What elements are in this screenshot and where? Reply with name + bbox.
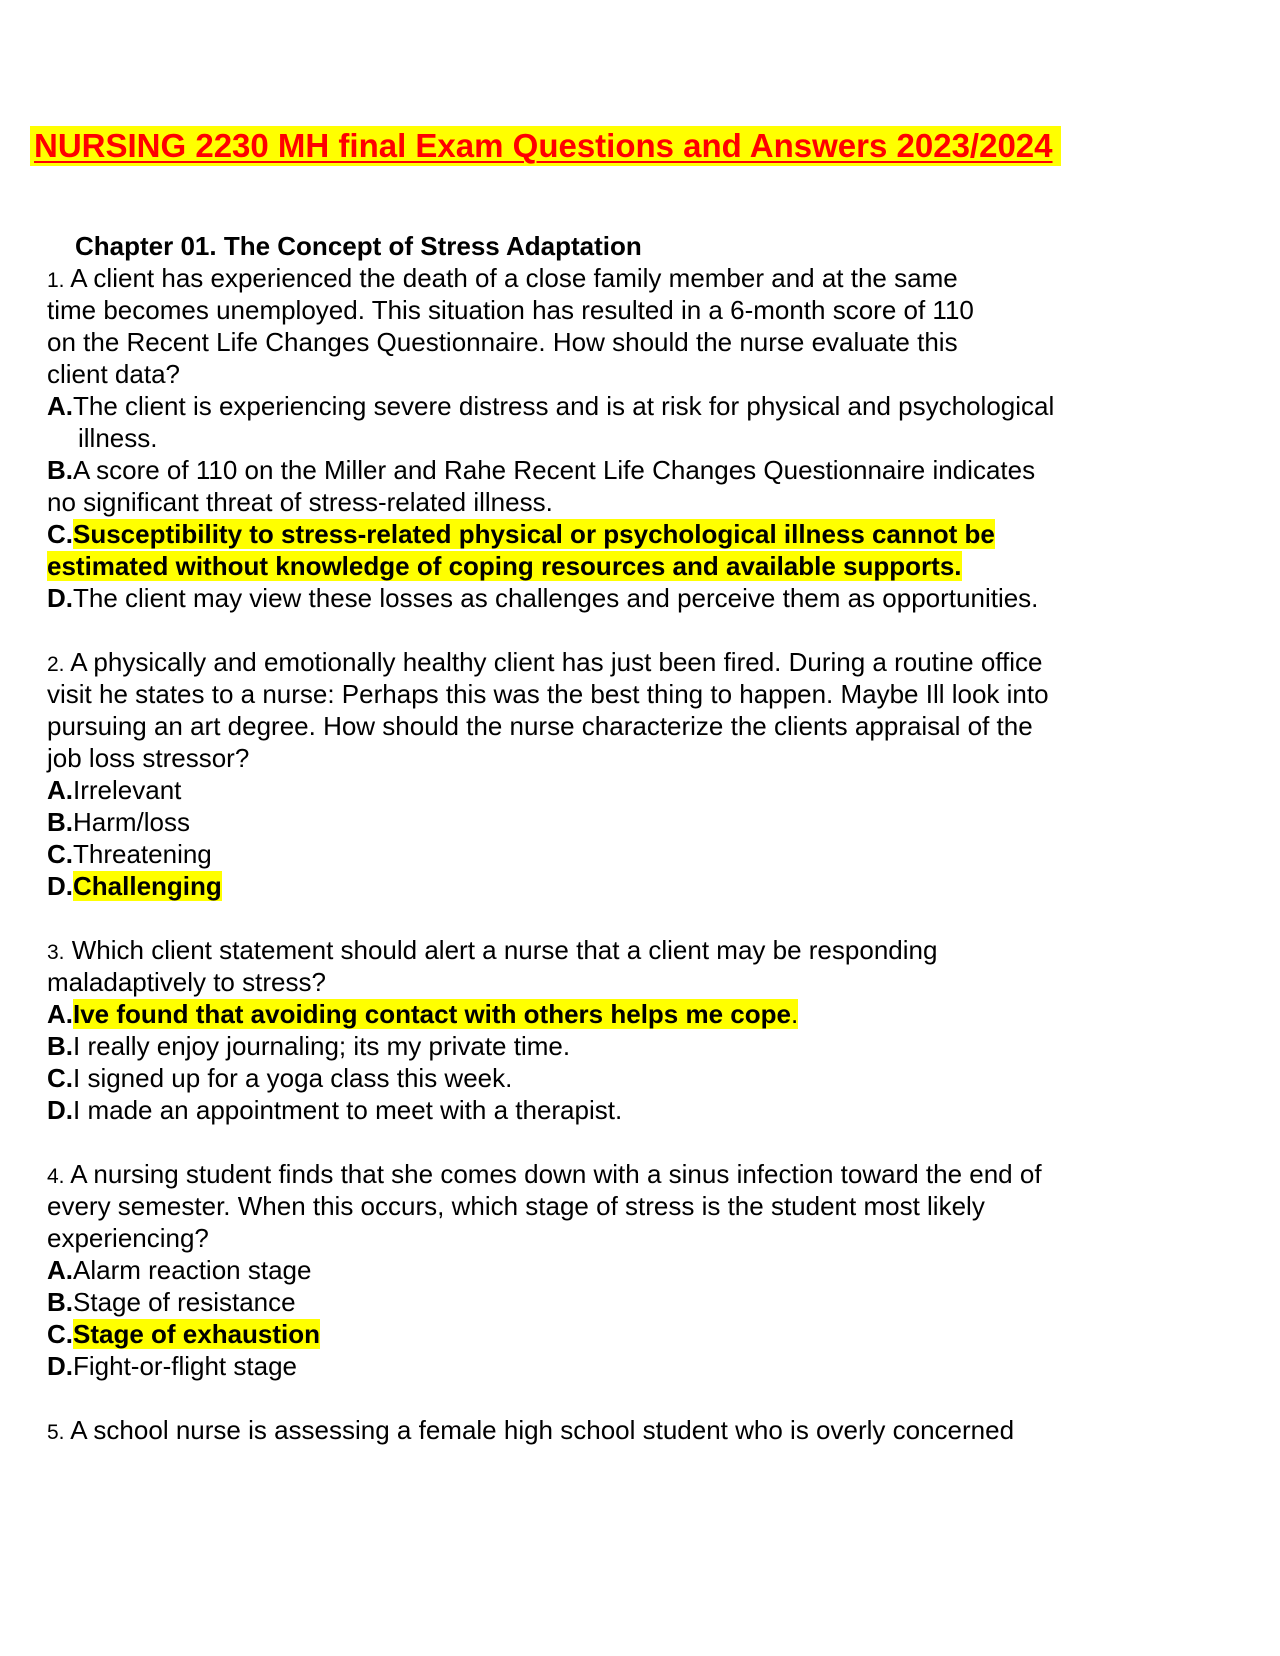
question-1-text-line: on the Recent Life Changes Questionnaire. How should the nurse evaluate this bbox=[47, 327, 958, 357]
question-4-text-line: experiencing? bbox=[47, 1223, 209, 1253]
chapter-heading: Chapter 01. The Concept of Stress Adaptation bbox=[75, 231, 642, 261]
question-1-text-line: client data? bbox=[47, 359, 180, 389]
answer-option-c-correct: C.Susceptibility to stress-related physical or psychological illness cannot be bbox=[47, 519, 995, 549]
answer-option-b: B.I really enjoy journaling; its my private time. bbox=[47, 1031, 571, 1061]
question-number: 1. bbox=[47, 269, 65, 292]
answer-option-b: B.A score of 110 on the Miller and Rahe Recent Life Changes Questionnaire indicates bbox=[47, 455, 1036, 485]
answer-option-c-correct: C.Stage of exhaustion bbox=[47, 1319, 321, 1349]
question-1-text: 1. A client has experienced the death of a close family member and at the same bbox=[47, 263, 958, 293]
answer-option-d: D.The client may view these losses as challenges and perceive them as opportunities. bbox=[47, 583, 1039, 613]
question-2-text-line: visit he states to a nurse: Perhaps this was the best thing to happen. Maybe Ill look into bbox=[47, 679, 1049, 709]
correct-answer-highlight: Challenging bbox=[73, 871, 222, 901]
answer-option-d: D.I made an appointment to meet with a therapist. bbox=[47, 1095, 623, 1125]
answer-option-a: A.Alarm reaction stage bbox=[47, 1255, 312, 1285]
question-number: 5. bbox=[47, 1421, 65, 1444]
question-2-text-line: job loss stressor? bbox=[47, 743, 250, 773]
question-number: 4. bbox=[47, 1165, 65, 1188]
answer-option-b-cont: no significant threat of stress-related illness. bbox=[47, 487, 553, 517]
answer-option-c-cont bbox=[47, 550, 962, 582]
question-5-text: 5. A school nurse is assessing a female high school student who is overly concerned bbox=[47, 1415, 1015, 1445]
question-2-text-line: pursuing an art degree. How should the nurse characterize the clients appraisal of the bbox=[47, 711, 1033, 741]
answer-option-c: C.Threatening bbox=[47, 839, 212, 869]
answer-option-c: C.I signed up for a yoga class this week. bbox=[47, 1063, 513, 1093]
answer-option-a-correct: A.Ive found that avoiding contact with others helps me cope. bbox=[47, 999, 799, 1029]
question-4-text-line: every semester. When this occurs, which stage of stress is the student most likely bbox=[47, 1191, 985, 1221]
answer-option-b: B.Harm/loss bbox=[47, 807, 191, 837]
correct-answer-highlight: Ive found that avoiding contact with others helps me cope bbox=[73, 999, 791, 1029]
question-number: 2. bbox=[47, 653, 65, 676]
question-3-text-line: maladaptively to stress? bbox=[47, 967, 326, 997]
correct-answer-highlight: Susceptibility to stress-related physical or psychological illness cannot be bbox=[73, 519, 995, 549]
question-4-text: 4. A nursing student finds that she comes down with a sinus infection toward the end of bbox=[47, 1159, 1042, 1189]
answer-option-a: A.The client is experiencing severe distress and is at risk for physical and psychological bbox=[47, 391, 1055, 421]
question-2-text: 2. A physically and emotionally healthy client has just been fired. During a routine office bbox=[47, 647, 1043, 677]
answer-option-b: B.Stage of resistance bbox=[47, 1287, 296, 1317]
question-number: 3. bbox=[47, 941, 65, 964]
answer-option-a: A.Irrelevant bbox=[47, 775, 182, 805]
answer-option-d-correct: D.Challenging bbox=[47, 871, 222, 901]
question-1-text-line: time becomes unemployed. This situation has resulted in a 6-month score of 110 bbox=[47, 295, 974, 325]
document-title: NURSING 2230 MH final Exam Questions and Answers 2023/2024 bbox=[30, 126, 1061, 166]
correct-answer-highlight: Stage of exhaustion bbox=[73, 1319, 321, 1349]
answer-option-d: D.Fight-or-flight stage bbox=[47, 1351, 297, 1381]
question-3-text: 3. Which client statement should alert a nurse that a client may be responding bbox=[47, 935, 938, 965]
correct-answer-highlight: estimated without knowledge of coping resources and available supports. bbox=[47, 551, 962, 581]
answer-option-a-cont: illness. bbox=[78, 423, 158, 453]
